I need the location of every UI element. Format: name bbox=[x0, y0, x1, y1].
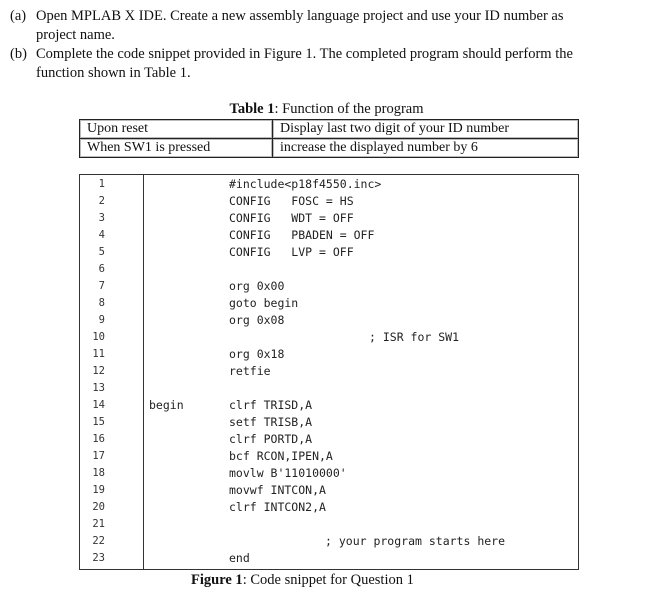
code-line: setf TRISB,A bbox=[229, 415, 313, 429]
code-line: clrf PORTD,A bbox=[229, 432, 313, 446]
question-b-label: (b) bbox=[10, 46, 27, 62]
code-line: CONFIG PBADEN = OFF bbox=[229, 228, 375, 242]
line-number: 18 bbox=[92, 467, 105, 479]
code-line: bcf RCON,IPEN,A bbox=[229, 449, 333, 463]
table-cell-action: Display last two digit of your ID number bbox=[273, 120, 579, 139]
code-line: CONFIG LVP = OFF bbox=[229, 245, 354, 259]
line-number: 15 bbox=[92, 416, 105, 428]
line-number: 12 bbox=[92, 365, 105, 377]
line-number: 10 bbox=[92, 331, 105, 343]
table-caption-number: Table 1 bbox=[229, 101, 275, 117]
line-number: 8 bbox=[98, 297, 105, 309]
code-line: CONFIG FOSC = HS bbox=[229, 194, 354, 208]
table-row bbox=[80, 120, 579, 139]
question-b-text-line1: Complete the code snippet provided in Figure 1. The completed program should perform the bbox=[36, 46, 573, 62]
question-b bbox=[10, 45, 610, 83]
line-number: 3 bbox=[98, 212, 105, 224]
question-a-label: (a) bbox=[10, 8, 27, 24]
table-caption-title: : Function of the program bbox=[274, 101, 424, 117]
figure-caption bbox=[191, 572, 414, 589]
code-label-begin: begin bbox=[149, 398, 184, 412]
code-line: org 0x00 bbox=[229, 279, 285, 293]
code-line: end bbox=[229, 551, 250, 565]
code-line: CONFIG WDT = OFF bbox=[229, 211, 354, 225]
line-number: 16 bbox=[92, 433, 105, 445]
question-a-text-line2: project name. bbox=[36, 27, 115, 43]
table-cell-condition: Upon reset bbox=[80, 120, 273, 139]
line-number: 11 bbox=[92, 348, 105, 360]
code-line: org 0x08 bbox=[229, 313, 285, 327]
code-line: clrf TRISD,A bbox=[229, 398, 313, 412]
code-line: retfie bbox=[229, 364, 271, 378]
code-line: #include<p18f4550.inc> bbox=[229, 177, 382, 191]
question-a-text-line1: Open MPLAB X IDE. Create a new assembly language project and use your ID number as bbox=[36, 8, 564, 24]
code-comment-isr: ; ISR for SW1 bbox=[369, 330, 460, 344]
line-number: 17 bbox=[92, 450, 105, 462]
line-number: 5 bbox=[98, 246, 105, 258]
figure-caption-number: Figure 1 bbox=[191, 572, 243, 588]
table-cell-action: increase the displayed number by 6 bbox=[273, 139, 579, 158]
line-number: 23 bbox=[92, 552, 105, 564]
code-column-divider bbox=[143, 174, 144, 570]
table-caption bbox=[0, 101, 653, 118]
line-number: 6 bbox=[98, 263, 105, 275]
code-line: movwf INTCON,A bbox=[229, 483, 326, 497]
code-line: movlw B'11010000' bbox=[229, 466, 347, 480]
line-number: 14 bbox=[92, 399, 105, 411]
line-number: 20 bbox=[92, 501, 105, 513]
line-number: 22 bbox=[92, 535, 105, 547]
line-number: 2 bbox=[98, 195, 105, 207]
line-number: 7 bbox=[98, 280, 105, 292]
table-row bbox=[80, 139, 579, 158]
line-number: 19 bbox=[92, 484, 105, 496]
code-comment-start: ; your program starts here bbox=[325, 534, 506, 548]
table-cell-condition: When SW1 is pressed bbox=[80, 139, 273, 158]
line-number: 13 bbox=[92, 382, 105, 394]
line-number: 9 bbox=[98, 314, 105, 326]
code-line: goto begin bbox=[229, 296, 299, 310]
function-table bbox=[79, 119, 579, 158]
question-b-text-line2: function shown in Table 1. bbox=[36, 65, 191, 81]
line-number: 4 bbox=[98, 229, 105, 241]
figure-caption-title: : Code snippet for Question 1 bbox=[242, 572, 414, 588]
code-line: clrf INTCON2,A bbox=[229, 500, 326, 514]
question-a bbox=[10, 7, 610, 45]
line-number: 1 bbox=[98, 178, 105, 190]
line-number: 21 bbox=[92, 518, 105, 530]
code-line: org 0x18 bbox=[229, 347, 285, 361]
